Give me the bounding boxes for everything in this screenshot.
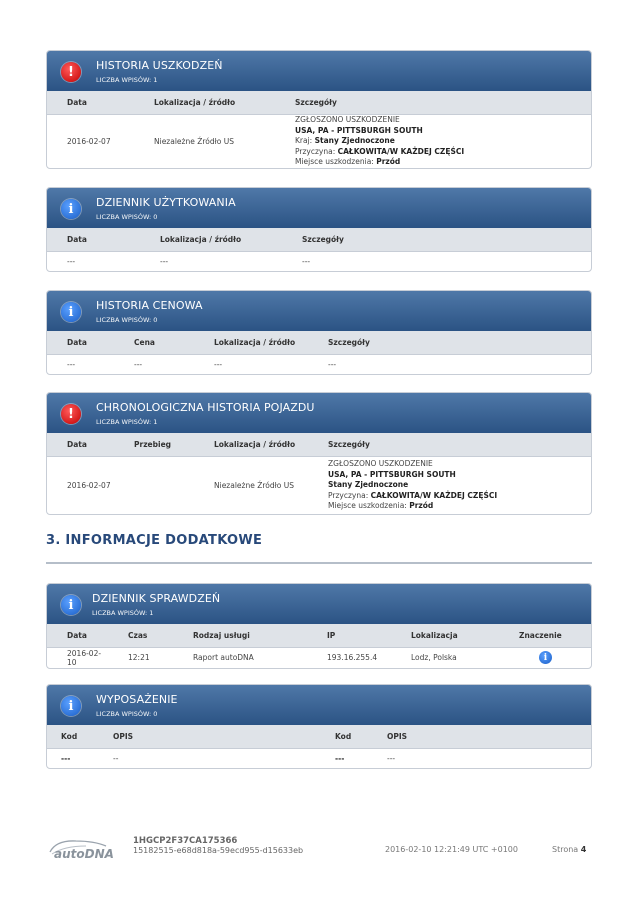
damage-history-count: LICZBA WPISÓW: 1 bbox=[96, 76, 158, 84]
price-history-count: LICZBA WPISÓW: 0 bbox=[96, 316, 158, 324]
check-log-header bbox=[47, 584, 591, 624]
source-cell: --- bbox=[214, 359, 223, 369]
chronology-table bbox=[47, 433, 591, 514]
detail-line: Miejsce uszkodzenia: Przód bbox=[328, 501, 434, 510]
section-divider bbox=[46, 562, 592, 564]
chronology-card bbox=[46, 392, 592, 515]
col-header: Kod bbox=[321, 725, 373, 748]
date-cell: --- bbox=[67, 256, 76, 266]
info-icon: i bbox=[61, 199, 81, 219]
col-header: Czas bbox=[108, 624, 173, 647]
col-header: Szczegóły bbox=[275, 91, 591, 114]
col-header: Lokalizacja / źródło bbox=[194, 433, 308, 456]
price-history-title: HISTORIA CENOWA bbox=[96, 299, 203, 312]
price-history-header bbox=[47, 291, 591, 331]
col-header: IP bbox=[307, 624, 391, 647]
table-row bbox=[47, 647, 591, 668]
details-cell: --- bbox=[328, 359, 337, 369]
code-cell: --- bbox=[335, 753, 345, 763]
detail-line: USA, PA - PITTSBURGH SOUTH bbox=[328, 469, 456, 479]
footer-timestamp: 2016-02-10 12:21:49 UTC +0100 bbox=[385, 845, 518, 854]
info-icon: i bbox=[61, 696, 81, 716]
chronology-count: LICZBA WPISÓW: 1 bbox=[96, 418, 158, 426]
check-log-card bbox=[46, 583, 592, 669]
price-history-card bbox=[46, 290, 592, 375]
col-header: Data bbox=[47, 228, 140, 251]
col-header: Lokalizacja / źródło bbox=[134, 91, 275, 114]
check-log-table bbox=[47, 624, 591, 668]
col-header: OPIS bbox=[99, 725, 321, 748]
details-cell bbox=[275, 114, 591, 168]
source-cell: Niezależne Źródło US bbox=[154, 136, 234, 146]
description-cell: -- bbox=[113, 753, 119, 763]
detail-line: ZGŁOSZONO USZKODZENIE bbox=[328, 459, 433, 468]
source-cell: --- bbox=[160, 256, 169, 266]
damage-history-card bbox=[46, 50, 592, 169]
damage-history-header bbox=[47, 51, 591, 91]
col-header: Data bbox=[47, 91, 134, 114]
col-header: Cena bbox=[114, 331, 194, 354]
equipment-header bbox=[47, 685, 591, 725]
details-cell bbox=[308, 456, 591, 514]
page-number: Strona 4 bbox=[552, 845, 587, 854]
report-id: 15182515-e68d818a-59ecd955-d15633eb bbox=[133, 846, 304, 855]
col-header: Znaczenie bbox=[499, 624, 591, 647]
detail-line: Przyczyna: CAŁKOWITA/W KAŻDEJ CZĘŚCI bbox=[328, 490, 498, 500]
equipment-title: WYPOSAŻENIE bbox=[96, 693, 178, 706]
footer-vehicle-id bbox=[133, 836, 303, 855]
alert-icon: ! bbox=[61, 62, 81, 82]
info-icon[interactable]: i bbox=[539, 651, 552, 664]
section-title: 3. INFORMACJE DODATKOWE bbox=[46, 533, 263, 548]
usage-log-header bbox=[47, 188, 591, 228]
col-header: Data bbox=[47, 433, 114, 456]
mileage-cell bbox=[114, 456, 194, 514]
location-cell: Lodz, Polska bbox=[411, 653, 457, 663]
date-cell: --- bbox=[67, 359, 76, 369]
detail-line: Przyczyna: CAŁKOWITA/W KAŻDEJ CZĘŚCI bbox=[295, 146, 465, 156]
col-header: Data bbox=[47, 331, 114, 354]
col-header: Szczegóły bbox=[282, 228, 591, 251]
autodna-logo bbox=[46, 836, 118, 862]
usage-log-title: DZIENNIK UŻYTKOWANIA bbox=[96, 196, 236, 209]
usage-log-count: LICZBA WPISÓW: 0 bbox=[96, 213, 158, 221]
date-cell: 2016-02-07 bbox=[67, 480, 111, 490]
check-log-title: DZIENNIK SPRAWDZEŃ bbox=[92, 592, 221, 605]
col-header: Szczegóły bbox=[308, 331, 591, 354]
vin: 1HGCP2F37CA175366 bbox=[133, 836, 238, 846]
damage-history-title: HISTORIA USZKODZEŃ bbox=[96, 59, 223, 72]
table-row bbox=[47, 251, 591, 271]
description-cell: --- bbox=[387, 753, 396, 763]
equipment-table bbox=[47, 725, 591, 768]
time-cell: 12:21 bbox=[128, 653, 150, 663]
col-header: Szczegóły bbox=[308, 433, 591, 456]
col-header: Data bbox=[47, 624, 108, 647]
svg-text:autoDNA: autoDNA bbox=[54, 847, 114, 861]
source-cell: Niezależne Źródło US bbox=[214, 480, 294, 490]
equipment-card bbox=[46, 684, 592, 769]
usage-log-card bbox=[46, 187, 592, 272]
meaning-cell bbox=[499, 647, 591, 668]
detail-line: Kraj: Stany Zjednoczone bbox=[295, 136, 395, 145]
col-header: OPIS bbox=[373, 725, 591, 748]
equipment-count: LICZBA WPISÓW: 0 bbox=[96, 710, 158, 718]
col-header: Lokalizacja / źródło bbox=[140, 228, 282, 251]
check-log-count: LICZBA WPISÓW: 1 bbox=[92, 609, 154, 617]
code-cell: --- bbox=[61, 753, 71, 763]
detail-line: USA, PA - PITTSBURGH SOUTH bbox=[295, 125, 423, 135]
col-header: Przebieg bbox=[114, 433, 194, 456]
col-header: Rodzaj usługi bbox=[173, 624, 307, 647]
usage-log-table bbox=[47, 228, 591, 271]
table-row bbox=[47, 748, 591, 768]
detail-line: Stany Zjednoczone bbox=[328, 480, 409, 489]
table-row bbox=[47, 456, 591, 514]
table-row bbox=[47, 114, 591, 168]
detail-line: ZGŁOSZONO USZKODZENIE bbox=[295, 115, 400, 124]
price-cell: --- bbox=[134, 359, 143, 369]
price-history-table bbox=[47, 331, 591, 374]
details-cell: --- bbox=[302, 256, 311, 266]
chronology-title: CHRONOLOGICZNA HISTORIA POJAZDU bbox=[96, 401, 315, 414]
detail-line: Miejsce uszkodzenia: Przód bbox=[295, 157, 401, 166]
damage-history-table bbox=[47, 91, 591, 168]
table-row bbox=[47, 354, 591, 374]
info-icon: i bbox=[61, 302, 81, 322]
info-icon: i bbox=[61, 595, 81, 615]
chronology-header bbox=[47, 393, 591, 433]
date-cell: 2016-02-07 bbox=[67, 136, 111, 146]
col-header: Kod bbox=[47, 725, 99, 748]
ip-cell: 193.16.255.4 bbox=[327, 653, 378, 663]
date-cell: 2016-02-10 bbox=[67, 648, 102, 667]
col-header: Lokalizacja bbox=[391, 624, 499, 647]
service-cell: Raport autoDNA bbox=[193, 653, 254, 663]
col-header: Lokalizacja / źródło bbox=[194, 331, 308, 354]
alert-icon: ! bbox=[61, 404, 81, 424]
